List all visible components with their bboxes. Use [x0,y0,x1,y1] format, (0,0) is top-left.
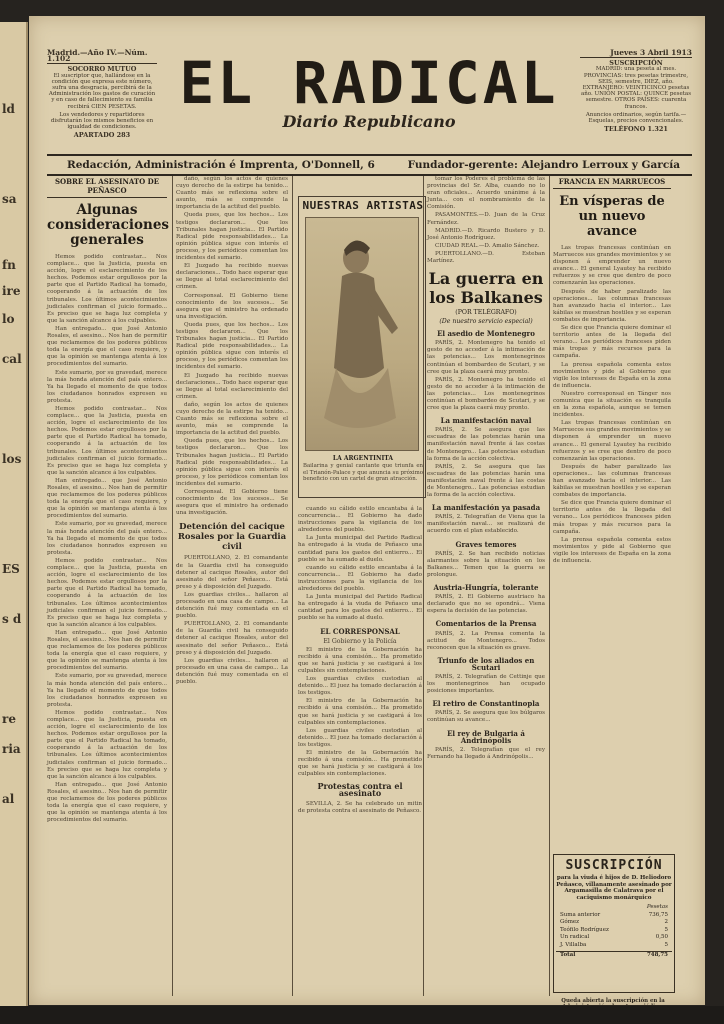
subhead-prensa: Comentarios de la Prensa [435,619,537,629]
paragraph: El ministro de la Gobernación ha recibido á una comisión... Ha prometido que se hará justicia y se castigará á los culpables sin contemplaciones. [298,698,422,726]
paragraph: Nuestro corresponsal en Tánger nos comunica que la situación es tranquila en la zona española, aunque se temen incidentes. [553,390,671,419]
paragraph: PUERTOLLANO, 2. El comandante de la Guardia civil ha conseguido detener al cacique Rosales, autor del asesinato del señor Peñasco... Está preso y á disposición del Juzgado. [176,621,288,656]
paragraph: Se dice que Francia quiere dominar el territorio antes de la llegada del verano... Los periódicos franceses piden más tropas y más recursos para la campaña. [553,325,671,360]
left-ear-note: Los vendedores y repartidores disfrutarán los mismos beneficios en igualdad de condiciones. [50,111,154,131]
left-fragment: ire [2,284,21,298]
paragraph: Este sumario, por su gravedad, merece la más honda atención del país entero... Ya ha llegado el momento de que todos los ciudadanos honrados expresen su protesta. [47,521,167,556]
suscripcion-total [556,951,672,960]
left-fragment: sa [2,192,17,206]
paragraph: PUERTOLLANO, 2. El comandante de la Guardia civil ha conseguido detener al cacique Rosales, autor del asesinato del señor Peñasco... Está preso y á disposición del Juzgado. [176,555,288,590]
subhead-austria: Austria-Hungría, tolerante [433,583,539,593]
paragraph: Queda pues, que los hechos... Los testigos declararon... Que los Tribunales hagan justicia... El Partido Radical pide responsabilidades... La opinión pública sigue con interés el proceso, y los periódicos comentan los incidentes del sumario. [176,321,288,371]
dancer-figure-icon [306,218,418,450]
paragraph: PARÍS, 2. La Prensa comenta la actitud de Montenegro... Todos reconocen que la situación es grave. [427,630,545,651]
right-ear-title: SUSCRIPCIÓN [609,59,663,68]
pesetas-label: Pesetas [646,904,668,911]
suscripcion-row [556,934,672,942]
paragraph: PARÍS, 2. Se han recibido noticias alarmantes sobre la situación en los Balkanes... Temen que la guerra se prolongue. [427,550,545,578]
left-ear [47,50,157,139]
paragraph: Las tropas francesas continúan en Marruecos sus grandes movimientos y se disponen á emprender un nuevo avance... El general Lyautey ha recibido refuerzos y se cree que dentro de poco comenzarán las operaciones. [553,245,671,287]
column-rule [172,176,173,996]
newspaper-title: EL RADICAL [179,49,559,117]
paragraph: PARÍS, 2. Se asegura que las escuadras de las potencias harán una manifestación naval frente á las costas de Montenegro... Las potencias estudian la forma de la acción colectiva. [427,463,545,499]
photo-caption-body: Bailarina y genial cantante que triunfa en el Trianón-Palace y que anuncia su próximo beneficio con un cartel de gran atracción. [303,463,423,483]
suscripcion-box [553,854,675,993]
headline-balkanes: La guerra en los Balkanes [428,269,544,308]
paragraph: Las tropas francesas continúan en Marruecos sus grandes movimientos y se disponen á emprender un nuevo avance... El general Lyautey ha recibido refuerzos y se cree que dentro de poco comenzarán las operaciones. [553,420,671,462]
left-fragment: ld [2,102,15,116]
newspaper-subtitle: Diario Republicano [282,112,456,131]
paragraph: PARÍS, 2. Se asegura que los búlgaros continúan su avance... [427,710,545,724]
paragraph: PASAMONTES.—D. Juan de la Cruz Fernández. [427,212,545,226]
column-1 [47,176,170,998]
paragraph: Corresponsal. El Gobierno tiene conocimiento de los sucesos... Se asegura que el ministro ha ordenado una investigación. [176,489,288,517]
paragraph: Queda pues, que los hechos... Los testigos declararon... Que los Tribunales hagan justicia... El Partido Radical pide responsabilidades... La opinión pública sigue con interés el proceso, y los periódicos comentan los incidentes del sumario. [176,212,288,262]
paragraph: daño, según los actos de quienes cuyo derecho de la estirpe ha tenido... Cuanto más se reflexiona sobre el asunto, más se comprende la importancia de la actitud del pueblo. [176,401,288,437]
masthead [47,50,692,154]
issue-number: Madrid.—Año IV.—Núm. 1.102 [47,50,157,64]
suscripcion-title: SUSCRIPCIÓN [565,858,663,873]
column-rule [292,176,293,996]
paragraph: cuando su cálido estilo encantaba á la concurrencia... El Gobierno ha dado instrucciones para la vigilancia de los alrededores del pueblo. [298,564,422,593]
article-marruecos [553,245,671,565]
nuestras-artistas-box [298,196,426,498]
artist-photo [305,217,419,451]
subhead-pasada: La manifestación ya pasada [431,503,541,513]
column-2 [176,176,288,998]
row-value: 736,75 [648,911,668,918]
suscripcion-column-header [556,904,672,912]
left-fragment: lo [2,312,15,326]
info-bar [47,154,692,176]
suscripcion-subtitle: para la viuda é hijos de D. Heliodoro Peñasco, villanamente asesinado por Argamasilla de Calatrava por el caciquismo monárquico [556,875,672,901]
subhead-corresponsal: EL CORRESPONSAL [320,626,400,636]
row-value: 5 [664,926,668,933]
paragraph: Hemos podido contrastar... Nos complace... que la Justicia, puesta en acción, logre el esclarecimiento de los hechos. Podemos estar orgullosos por la parte que el Partido Radical ha tomado, cooperando á la actuación de los tribunales. Los últimos acontecimientos judiciales confirman el juicio formado... Es preciso que se haga luz completa y que la sanción alcance á los culpables. [47,254,167,324]
paragraph: Los guardias civiles custodian al detenido... El juez ha tomado declaración á los testigos. [298,676,422,697]
issue-date: Jueves 3 Abril 1913 [580,50,692,58]
column-5 [553,176,672,1004]
row-label: Gómez [560,919,580,926]
kicker-marruecos: FRANCIA EN MARRUECOS [553,176,671,189]
article-detencion [176,555,288,686]
left-fragment: re [2,712,16,726]
left-ear-text: El suscriptor que, hallándose en la condición que expresa este número, sufra una desgracia, percibirá de la Administración los gastos de curación y en caso de fallecimiento su familia recibirá CIEN PESETAS. [48,72,156,110]
row-value: 2 [664,919,668,926]
paragraph: Los guardias civiles... hallaron al procesado en una casa de campo... La detención fué muy comentada en el pueblo. [176,591,288,620]
founder: Fundador-gerente: Alejandro Lerroux y García [407,159,680,171]
paragraph: PARÍS, 2. Montenegro ha tenido el gesto de no acceder á la intimación de las potencias... Los montenegrinos continúan el bombardeo de Scutari, y se cree que la plaza caerá muy pronto. [427,340,545,375]
subhead-naval: La manifestación naval [440,416,532,426]
paragraph: PARÍS, 2. Telegrafían de Viena que la manifestación naval... se realizará de acuerdo con el plan establecido. [427,514,545,535]
total-label: Total [560,952,576,959]
apartado: APARTADO 283 [73,131,131,140]
suscripcion-footnote: Queda abierta la suscripción en la [561,998,665,1004]
subhead-constantinopla: El retiro de Constantinopla [432,699,540,709]
paragraph: PARÍS, 2. Montenegro ha tenido el gesto de no acceder á la intimación de las potencias... Los montenegrinos continúan el bombardeo de Scutari, y se cree que la plaza caerá muy pronto. [427,376,545,412]
subhead-gobierno: El Gobierno y la Policía [323,637,397,645]
paragraph: El ministro de la Gobernación ha recibido á una comisión... Ha prometido que se hará justicia y se castigará á los culpables sin contemplaciones. [298,646,422,674]
paragraph: MADRID.—D. Ricardo Bustero y D. José Antonio Rodríguez. [427,227,545,241]
via-telegrafo: (POR TELÉGRAFO) [455,309,517,317]
telephone: TELÉFONO 1.321 [604,125,668,134]
paragraph: daño, según los actos de quienes cuyo derecho de la estirpe ha tenido... Cuanto más se reflexiona sobre el asunto, más se comprende la importancia de la actitud del pueblo. [176,176,288,211]
column-rule [549,176,550,996]
suscripcion-row [556,919,672,927]
total-value: 748,75 [646,952,668,959]
paragraph: Se dice que Francia quiere dominar el territorio antes de la llegada del verano... Los periódicos franceses piden más tropas y más recursos para la campaña. [553,500,671,535]
suscripcion-row [556,927,672,935]
paragraph: El ministro de la Gobernación ha recibido á una comisión... Ha prometido que se hará justicia y se castigará á los culpables sin contemplaciones. [298,750,422,778]
paragraph: La prensa española comenta estos movimientos y pide al Gobierno que vigile los intereses de España en la zona de influencia. [553,361,671,389]
left-ear-title: SOCORRO MUTUO [67,65,137,74]
paragraph: SEVILLA, 2. Se ha celebrado un mitin de protesta contra el asesinato de Peñasco. [298,800,422,814]
subhead-montenegro: El asedio de Montenegro [437,329,535,339]
headline-visperas: En vísperas de un nuevo avance [559,194,665,239]
left-fragment: cal [2,352,22,366]
paragraph: PARÍS, 2. Telegrafían que el rey Fernando ha llegado á Andrinópolis... [427,746,545,760]
article-balkanes [427,330,545,761]
row-label: J. Villalba [560,941,587,948]
article-col3 [298,506,422,816]
paragraph: Los guardias civiles... hallaron al procesado en una casa de campo... La detención fué muy comentada en el pueblo. [176,657,288,685]
paragraph: Hemos podido contrastar... Nos complace... que la Justicia, puesta en acción, logre el esclarecimiento de los hechos. Podemos estar orgullosos por la parte que el Partido Radical ha tomado, cooperando á la actuación de los tribunales. Los últimos acontecimientos judiciales confirman el juicio formado... Es preciso que se haga luz completa y que la sanción alcance á los culpables. [47,405,167,476]
servicio-especial: (De nuestro servicio especial) [439,318,533,326]
row-label: Suma anterior [560,911,601,918]
row-label: Un radical [560,934,590,941]
kicker-penasco: SOBRE EL ASESINATO DE PEÑASCO [47,176,167,198]
paragraph: Hemos podido contrastar... Nos complace... que la Justicia, puesta en acción, logre el esclarecimiento de los hechos. Podemos estar orgullosos por la parte que el Partido Radical ha tomado, cooperando á la actuación de los tribunales. Los últimos acontecimientos judiciales confirman el juicio formado... Es preciso que se haga luz completa y que la sanción alcance á los culpables. [47,709,167,780]
paragraph: Han entregado... que José Antonio Rosales, el asesino... Nos han de permitir que reclamemos de los poderes públicos toda la energía que el caso requiere, y que la opinión se mantenga atenta á los procedimientos del sumario. [47,629,167,672]
paragraph: Han entregado... que José Antonio Rosales, el asesino... Nos han de permitir que reclamemos de los poderes públicos toda la energía que el caso requiere, y que la opinión se mantenga atenta á los procedimientos del sumario. [47,325,167,368]
column-4 [427,176,545,998]
row-value: 5 [664,941,668,948]
paragraph: CIUDAD REAL.—D. Amalio Sánchez. [435,242,540,249]
paragraph: Han entregado... que José Antonio Rosales, el asesino... Nos han de permitir que reclamemos de los poderes públicos toda la energía que el caso requiere, y que la opinión se mantenga atenta á los procedimientos del sumario. [47,477,167,520]
headline-protestas: Protestas contra el asesinato [317,781,403,799]
column-3 [296,176,424,998]
paragraph: PARÍS, 2. El Gobierno austriaco ha declarado que no se opondrá... Viena espera la decisión de las potencias. [427,594,545,615]
paragraph: Después de haber paralizado las operaciones... las columnas francesas han avanzado hacia el interior... Las kábilas se muestran hostiles y se esperan combates de importancia. [553,288,671,323]
headline-detencion: Detención del cacique Rosales por la Guardia civil [177,522,287,553]
left-fragment: ES [2,562,20,576]
row-label: Teófilo Rodríguez [560,926,609,933]
paragraph: La prensa española comenta estos movimientos y pide al Gobierno que vigile los intereses de España en la zona de influencia. [553,536,671,565]
paragraph: La Junta municipal del Partido Radical ha entregado á la viuda de Peñasco una cantidad para los gastos del entierro... El pueblo se ha sumado al duelo. [298,535,422,563]
right-ear [580,50,692,132]
paragraph: Los guardias civiles custodian al detenido... El juez ha tomado declaración á los testigos. [298,727,422,748]
paragraph: Han entregado... que José Antonio Rosales, el asesino... Nos han de permitir que reclamemos de los poderes públicos toda la energía que el caso requiere, y que la opinión se mantenga atenta á los procedimientos del sumario. [47,781,167,824]
left-fragment: ria [2,742,21,756]
paragraph: cuando su cálido estilo encantaba á la concurrencia... El Gobierno ha dado instrucciones para la vigilancia de los alrededores del pueblo. [298,506,422,534]
article-col4-lead [427,176,545,265]
paragraph: La Junta municipal del Partido Radical ha entregado á la viuda de Peñasco una cantidad para los gastos del entierro... El pueblo se ha sumado al duelo. [298,594,422,622]
newspaper-page [29,16,705,1005]
paragraph: El Juzgado ha recibido nuevas declaraciones... Todo hace esperar que se llegue al total esclarecimiento del crimen. [176,263,288,291]
paragraph: tomar los Poderes el problema de las provincias del Sr. Alba, cuando no lo eran oficiales... Acuerdo unánime á la Junta... con el nombramiento de la Comisión. [427,176,545,211]
paragraph: El Juzgado ha recibido nuevas declaraciones... Todo hace esperar que se llegue al total esclarecimiento del crimen. [176,372,288,400]
adjacent-page-edge [0,22,28,1007]
paragraph: Hemos podido contrastar... Nos complace... que la Justicia, puesta en acción, logre el esclarecimiento de los hechos. Podemos estar orgullosos por la parte que el Partido Radical ha tomado, cooperando á la actuación de los tribunales. Los últimos acontecimientos judiciales confirman el juicio formado... Es preciso que se haga luz completa y que la sanción alcance á los culpables. [47,557,167,628]
headline-consideraciones: Algunas consideraciones generales [47,202,170,248]
left-fragment: fn [2,258,16,272]
paragraph: Este sumario, por su gravedad, merece la más honda atención del país entero... Ya ha llegado el momento de que todos los ciudadanos honrados expresen su protesta. [47,673,167,708]
paragraph: PUERTOLLANO.—D. Esteban Martínez. [427,250,545,265]
paragraph: Queda pues, que los hechos... Los testigos declararon... Que los Tribunales hagan justicia... El Partido Radical pide responsabilidades... La opinión pública sigue con interés el proceso, y los periódicos comentan los incidentes del sumario. [176,438,288,487]
left-fragment: s d [2,612,22,626]
subhead-scutari: Triunfo de los aliados en Scutari [437,655,535,672]
left-fragment: al [2,792,15,806]
paragraph: Después de haber paralizado las operaciones... las columnas francesas han avanzado hacia el interior... Las kábilas se muestran hostiles y se esperan combates de importancia. [553,463,671,499]
left-fragment: los [2,452,22,466]
paragraph: PARÍS, 2. Telegrafían de Cettinje que los montenegrinos han ocupado posiciones importantes. [427,673,545,695]
nuestras-artistas-title: NUESTRAS ARTISTAS [302,199,424,212]
photo-caption: LA ARGENTINITA [332,455,394,462]
paragraph: Corresponsal. El Gobierno tiene conocimiento de los sucesos... Se asegura que el ministro ha ordenado una investigación. [176,292,288,320]
subhead-temores: Graves temores [455,539,517,549]
article-continuation [176,176,288,517]
right-ear-text: MADRID: una peseta al mes. PROVINCIAS: tres pesetas trimestre, SEIS, semestre, DIEZ, año. EXTRANJERO: VEINTICINCO pesetas año. UNIÓN POSTAL: QUINCE pesetas semestre. OTROS PAÍSES: cuarenta francos. [580,66,692,110]
right-ear-note: Anuncios ordinarios, según tarifa.—Esquelas, precios convencionales. [585,111,687,125]
article-body [47,254,167,824]
suscripcion-row [556,942,672,950]
row-value: 0,50 [655,934,668,941]
paragraph: Este sumario, por su gravedad, merece la más honda atención del país entero... Ya ha llegado el momento de que todos los ciudadanos honrados expresen su protesta. [47,369,167,404]
bottom-shadow [0,1006,724,1024]
paragraph: PARÍS, 2. Se asegura que las escuadras de las potencias harán una manifestación naval frente á las costas de Montenegro... Las potencias estudian la forma de la acción colectiva. [427,427,545,462]
address: Redacción, Administración é Imprenta, O'Donnell, 6 [67,159,375,171]
subhead-bulgaria: El rey de Bulgaria á Andrinópolis [447,728,525,745]
